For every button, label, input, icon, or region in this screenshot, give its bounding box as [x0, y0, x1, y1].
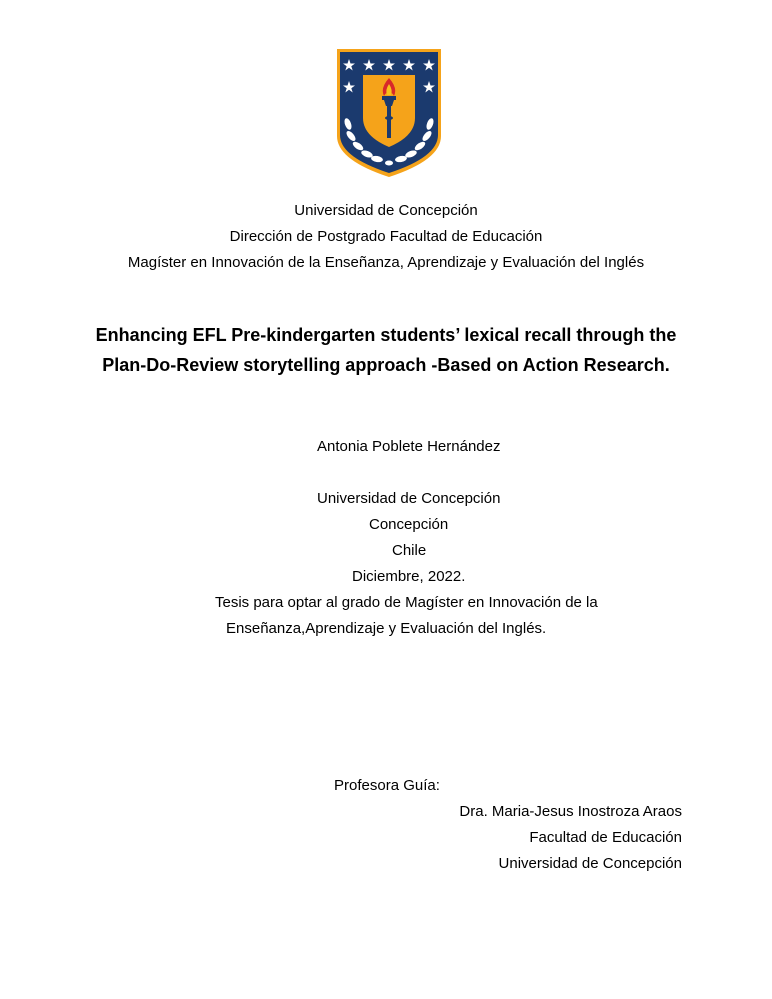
thesis-title-line-1: Enhancing EFL Pre-kindergarten students’ lexical recall through the: [95, 325, 677, 345]
author-name: Antonia Poblete Hernández: [317, 438, 501, 455]
institution-university: Universidad de Concepción: [317, 490, 501, 507]
header-university: Universidad de Concepción: [294, 202, 478, 219]
header-program: Magíster en Innovación de la Enseñanza, Aprendizaje y Evaluación del Inglés: [127, 254, 645, 271]
thesis-degree-line-1: Tesis para optar al grado de Magíster en Innovación de la: [215, 594, 598, 611]
advisor-faculty: Facultad de Educación: [529, 829, 682, 846]
thesis-title-line-2: Plan-Do-Review storytelling approach -Based on Action Research.: [102, 355, 670, 375]
advisor-university: Universidad de Concepción: [498, 855, 682, 872]
institution-city: Concepción: [369, 516, 449, 533]
thesis-degree-line-2: Enseñanza,Aprendizaje y Evaluación del Inglés.: [226, 620, 547, 637]
institution-country: Chile: [392, 542, 427, 559]
advisor-name: Dra. Maria-Jesus Inostroza Araos: [459, 803, 682, 820]
header-postgraduate: Dirección de Postgrado Facultad de Educación: [229, 228, 543, 245]
thesis-date: Diciembre, 2022.: [352, 568, 466, 585]
advisor-label: Profesora Guía:: [334, 777, 440, 794]
university-crest-logo: [336, 48, 442, 178]
